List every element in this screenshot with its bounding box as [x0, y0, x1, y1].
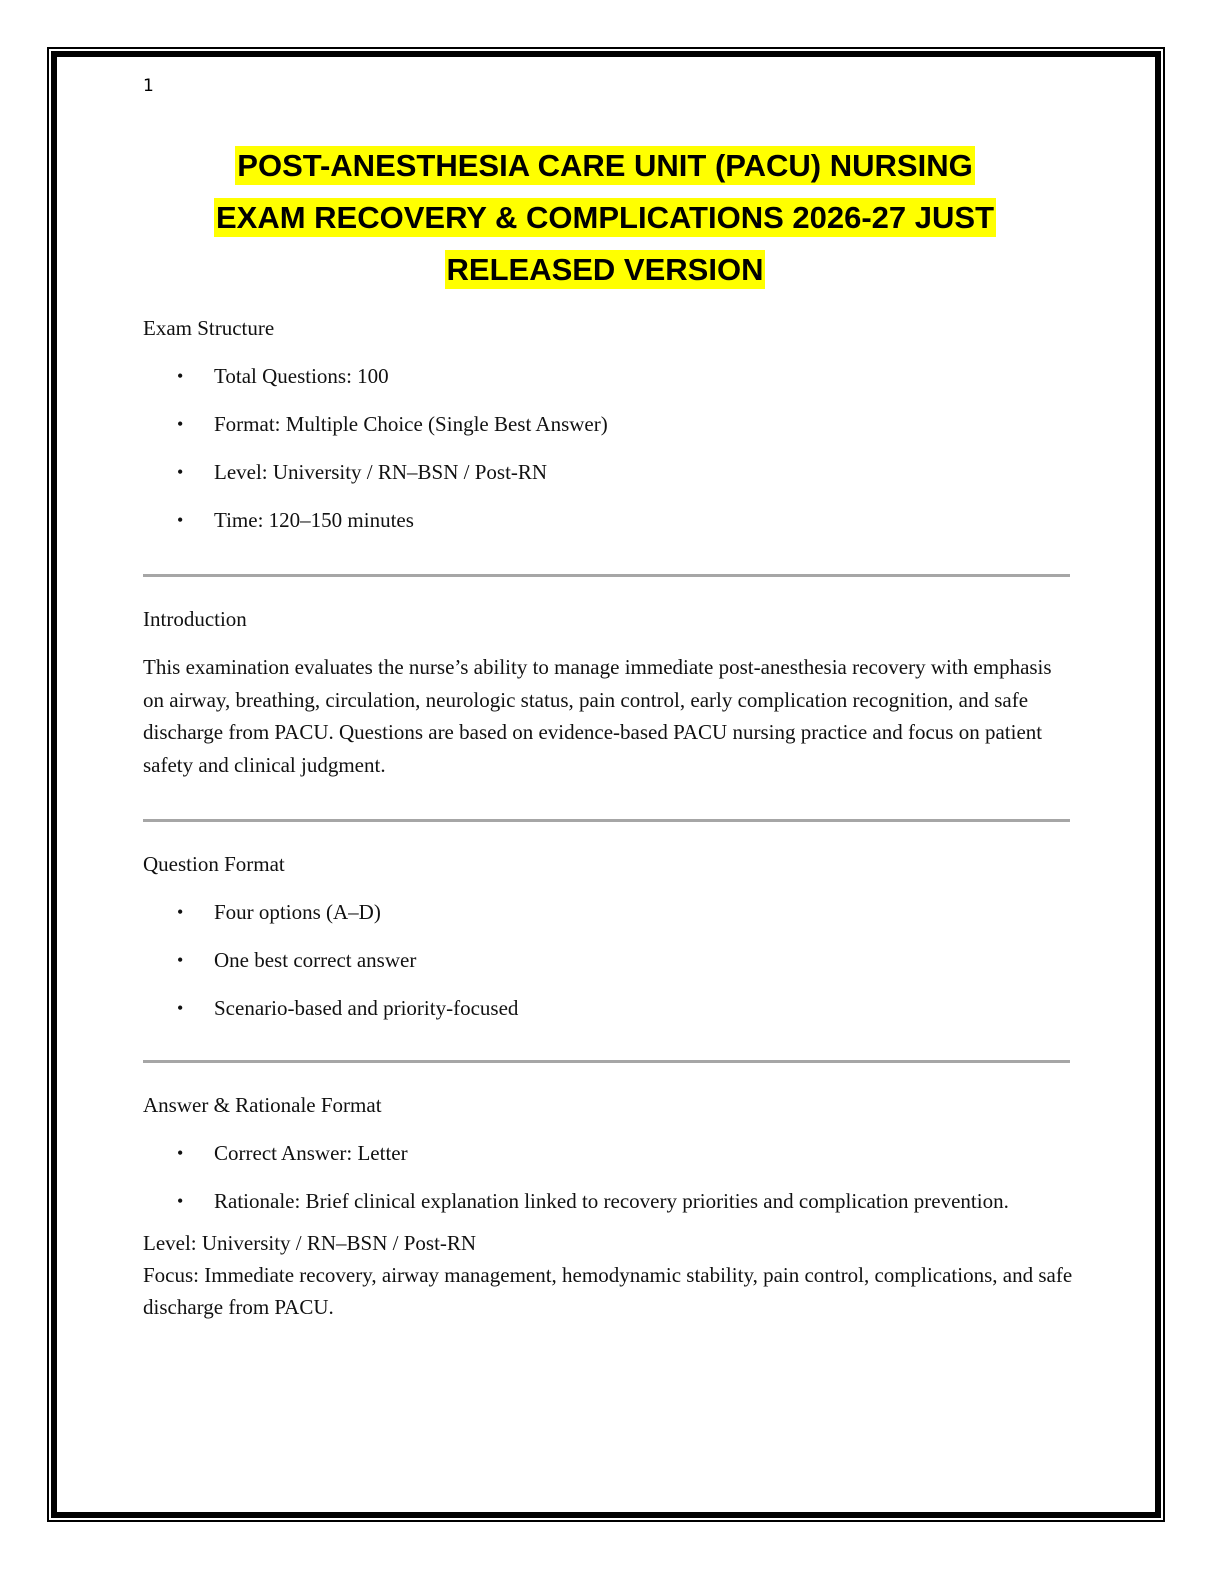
focus-text: Focus: Immediate recovery, airway management, hemodynamic stability, pain control, complications, and safe discharge from PACU. [143, 1263, 1073, 1319]
document-title [130, 140, 1080, 296]
title-line-3: RELEASED VERSION [446, 252, 764, 287]
divider [143, 1060, 1070, 1063]
list-item: • Total Questions: 100 [143, 360, 1073, 392]
document-body [143, 312, 1073, 1323]
summary-section [143, 1227, 1073, 1323]
answer-format-section [143, 1089, 1073, 1217]
list-item: • Time: 120–150 minutes [143, 504, 1073, 536]
question-format-list [143, 896, 1073, 1024]
divider [143, 819, 1070, 822]
page-number: 1 [143, 76, 154, 96]
list-item: • Correct Answer: Letter [143, 1137, 1073, 1169]
title-line-1: POST-ANESTHESIA CARE UNIT (PACU) NURSING [237, 148, 973, 183]
section-heading: Question Format [143, 852, 285, 876]
list-item: • Scenario-based and priority-focused [143, 992, 1073, 1024]
exam-structure-section [143, 312, 1073, 536]
answer-format-list [143, 1137, 1073, 1217]
exam-structure-list [143, 360, 1073, 536]
section-heading: Introduction [143, 607, 247, 631]
title-line-2: EXAM RECOVERY & COMPLICATIONS 2026-27 JUST [215, 200, 995, 235]
list-item: • One best correct answer [143, 944, 1073, 976]
level-text: Level: University / RN–BSN / Post-RN [143, 1231, 477, 1255]
introduction-section [143, 603, 1073, 781]
divider [143, 574, 1070, 577]
section-heading: Answer & Rationale Format [143, 1093, 382, 1117]
question-format-section [143, 848, 1073, 1024]
list-item: • Rationale: Brief clinical explanation linked to recovery priorities and complication prevention. [143, 1185, 1073, 1217]
list-item: • Level: University / RN–BSN / Post-RN [143, 456, 1073, 488]
section-heading: Exam Structure [143, 316, 275, 340]
list-item: • Four options (A–D) [143, 896, 1073, 928]
list-item: • Format: Multiple Choice (Single Best Answer) [143, 408, 1073, 440]
introduction-text: This examination evaluates the nurse’s ability to manage immediate post-anesthesia recovery with emphasis on airway, breathing, circulation, neurologic status, pain control, early complication recognition, and safe discharge from PACU. Questions are based on evidence-based PACU nursing practice and focus on patient safety and clinical judgment. [143, 655, 1052, 777]
